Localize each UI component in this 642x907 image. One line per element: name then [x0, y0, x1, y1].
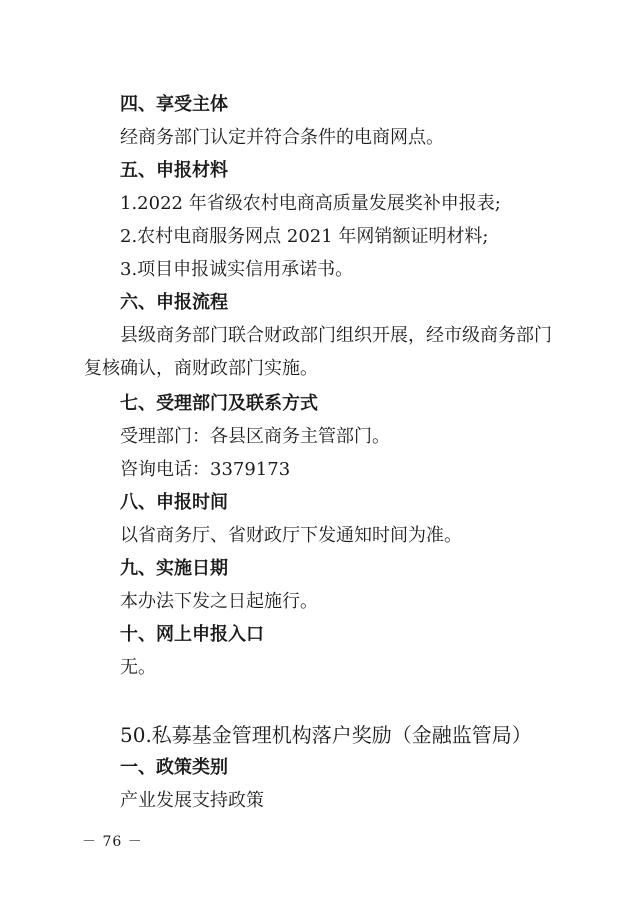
paragraph: 无。	[120, 657, 156, 678]
heading-beneficiary: 四、享受主体	[120, 94, 228, 115]
contact-phone: 咨询电话：3379173	[120, 459, 291, 480]
heading-policy-category: 一、政策类别	[120, 757, 228, 778]
section-title: 50.私募基金管理机构落户奖励（金融监管局）	[120, 723, 532, 747]
paragraph: 县级商务部门联合财政部门组织开展，经市级商务部门	[120, 325, 552, 346]
heading-effective-date: 九、实施日期	[120, 558, 228, 579]
heading-online-portal: 十、网上申报入口	[120, 624, 264, 645]
paragraph: 本办法下发之日起施行。	[120, 591, 318, 612]
page-number: － 76 －	[82, 834, 143, 850]
heading-application-materials: 五、申报材料	[120, 160, 228, 181]
paragraph: 受理部门：各县区商务主管部门。	[120, 426, 390, 447]
list-item: 1.2022 年省级农村电商高质量发展奖补申报表;	[120, 193, 501, 214]
heading-application-time: 八、申报时间	[120, 492, 228, 513]
paragraph: 经商务部门认定并符合条件的电商网点。	[120, 127, 444, 148]
paragraph: 以省商务厅、省财政厅下发通知时间为准。	[120, 525, 462, 546]
list-item: 3.项目申报诚实信用承诺书。	[120, 259, 354, 280]
paragraph-continuation: 复核确认，商财政部门实施。	[84, 358, 318, 379]
list-item: 2.农村电商服务网点 2021 年网销额证明材料;	[120, 226, 489, 247]
heading-application-process: 六、申报流程	[120, 292, 228, 313]
heading-contact-department: 七、受理部门及联系方式	[120, 393, 318, 414]
paragraph: 产业发展支持政策	[120, 790, 264, 811]
